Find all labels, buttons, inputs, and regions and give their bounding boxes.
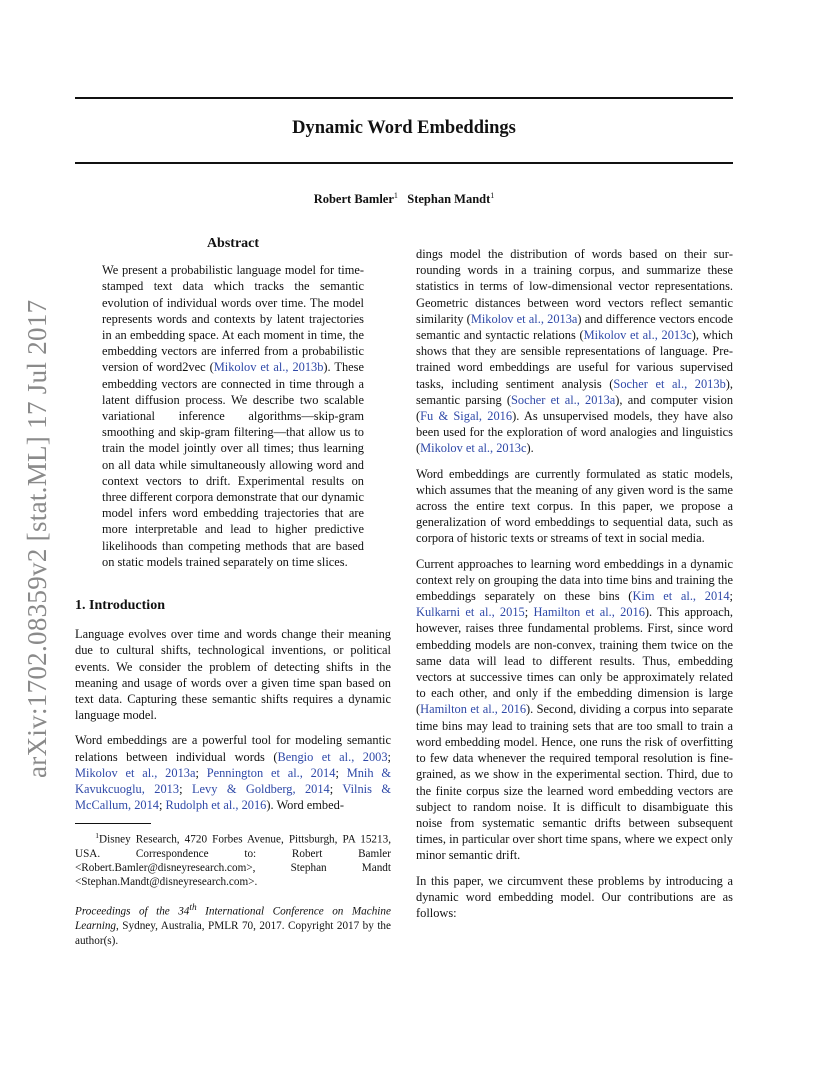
citation-link[interactable]: Kim et al., 2014 <box>632 589 730 604</box>
citation-link[interactable]: Mikolov et al., 2013a <box>75 765 196 780</box>
paragraph-text: dings model the distribution of words based on their surrounding words in a training corpus, and summarize these statistics in terms of low-dimensional vector representations. Geometric distances between word vectors reflect semantic similarity ( <box>416 247 733 326</box>
footnote-text: Disney Research, 4720 Forbes Avenue, Pittsburgh, PA 15213, USA. Correspondence to: Robert Bamler <Robert.Bamler@disneyresearch.com>, Stephan Mandt <Stephan.Mandt@disneyresearch.com>. <box>75 833 391 889</box>
citation-separator: ; <box>179 782 192 797</box>
left-column <box>75 236 391 948</box>
section-heading: 1. Introduction <box>75 598 165 614</box>
footnote <box>75 829 391 890</box>
citation-separator: ; <box>729 589 733 604</box>
citation-link[interactable]: Mikolov et al., 2013b <box>213 360 324 375</box>
abstract-heading: Abstract <box>206 236 260 251</box>
citation-link[interactable]: Mnih & Kavukcuoglu, 2013 <box>75 765 391 797</box>
citation-link[interactable]: Socher et al., 2013a <box>511 392 616 407</box>
body-paragraph: In this paper, we circumvent these problems by introducing a dynamic word embedding model. Our contributions are as follows: <box>416 873 733 920</box>
author-line <box>75 191 733 207</box>
title-top-rule <box>75 97 733 99</box>
footnote-rule <box>75 823 151 824</box>
citation-link[interactable]: Mikolov et al., 2013a <box>470 311 578 326</box>
paragraph-text: ). <box>526 441 534 456</box>
citation-link[interactable]: Fu & Sigal, 2016 <box>420 409 513 424</box>
proceedings-superscript: th <box>189 903 197 914</box>
paragraph-text: ), semantic parsing ( <box>416 376 733 407</box>
proceedings-venue: International Conference on Machine Learning <box>75 906 391 933</box>
paragraph-text: ). This approach, however, raises three fundamental problems. First, since word embedding models are non-convex, training them twice on the same data will lead to different results. Thus, embedding vectors at successive times can only be approximately related to each other, and only if the embedding dimension is large ( <box>416 605 733 717</box>
paragraph-text: Current approaches to learning word embeddings in a dynamic context rely on grouping the data into time bins and training the embeddings separately on these bins ( <box>416 556 733 604</box>
citation-separator: ; <box>387 749 391 764</box>
body-paragraph: Word embeddings are currently formulated as static models, which assumes that the meaning of any given word is the same across the entire text corpus. In this paper, we propose a generalization of word embeddings to sequential data, such as corpora of historic texts or streams of text in social media. <box>416 466 733 546</box>
abstract-text: We present a probabilistic language model for time-stamped text data which tracks the semantic evolution of individual words over time. The model represents words and contexts by latent trajectories in an embedding space. At each moment in time, the embedding vectors are inferred from a probabilistic version of word2vec ( <box>102 263 364 375</box>
paragraph-text: ) and difference vectors encode semantic and syntactic relations ( <box>416 311 734 343</box>
citation-link[interactable]: Levy & Goldberg, 2014 <box>191 782 330 797</box>
paragraph-text: ). Second, dividing a corpus into separate time bins may lead to training sets that are too small to train a word embedding model. Hence, one runs the risk of overfitting to few data whenever the required temporal resolution is fine-grained, as we show in the experimental section. Third, due to the finite corpus size the learned word embedding vectors are subject to random noise. It is difficult to disambiguate this noise from systematic semantic drifts between subsequent times, in particular over short time spans, where we expect only minor semantic drift. <box>416 702 733 863</box>
citation-separator: ; <box>329 782 343 797</box>
citation-link[interactable]: Hamilton et al., 2016 <box>533 605 645 620</box>
paper-title: Dynamic Word Embeddings <box>292 118 516 138</box>
citation-link[interactable]: Socher et al., 2013b <box>613 376 726 391</box>
citation-link[interactable]: Bengio et al., 2003 <box>277 749 388 764</box>
citation-link[interactable]: Mikolov et al., 2013c <box>420 441 527 456</box>
author-name: Stephan Mandt <box>407 192 491 207</box>
citation-separator: ; <box>524 605 534 620</box>
citation-link[interactable]: Hamilton et al., 2016 <box>420 702 527 717</box>
citation-separator: ; <box>195 765 207 780</box>
citation-link[interactable]: Vilnis & McCallum, 2014 <box>75 782 391 813</box>
abstract-text: ). These embedding vectors are connected in time through a latent diffusion process. We describe two scalable variational inference algorithms—skip-gram smoothing and skip-gram filtering—that allow us to train the model jointly over all times; thus learning on all data while simultaneously allowing word and context vectors to drift. Experimental results on three different corpora demonstrate that our dynamic model infers word embedding trajectories that are more interpretable and lead to higher predictive likelihoods than competing methods that are based on static models trained separately on time slices. <box>102 360 364 569</box>
abstract-body <box>102 262 364 570</box>
citation-link[interactable]: Rudolph et al., 2016 <box>165 798 267 813</box>
citation-link[interactable]: Kulkarni et al., 2015 <box>416 605 525 620</box>
proceedings-note <box>75 901 391 948</box>
author-name: Robert Bamler <box>313 192 394 207</box>
proceedings-venue: Proceedings of the 34 <box>75 906 190 919</box>
affiliation-mark: 1 <box>393 191 398 200</box>
paragraph-text: ), which shows that they are sensible representations of language. Pre-trained word embeddings are useful for various supervised tasks, including sentiment analysis ( <box>416 328 733 391</box>
right-column <box>416 246 733 930</box>
proceedings-text: , Sydney, Australia, PMLR 70, 2017. Copyright 2017 by the author(s). <box>75 920 391 947</box>
body-paragraph <box>416 556 733 864</box>
title-bottom-rule <box>75 162 733 164</box>
arxiv-stamp: arXiv:1702.08359v2 [stat.ML] 17 Jul 2017 <box>22 299 52 778</box>
paragraph-text: ). Word embed- <box>266 798 344 813</box>
paragraph-text: ). As unsupervised models, they have also been used for the exploration of word analogies and linguistics ( <box>416 409 733 456</box>
citation-link[interactable]: Pennington et al., 2014 <box>206 765 336 780</box>
body-paragraph <box>416 246 733 457</box>
citation-separator: ; <box>335 765 347 780</box>
intro-paragraph: Language evolves over time and words change their meaning due to cultural shifts, technological inventions, or political events. We consider the problem of detecting shifts in the meaning and usage of words over a given time span based on text data. Capturing these semantic shifts requires a dynamic language model. <box>75 627 391 723</box>
intro-paragraph <box>75 732 391 813</box>
footnote-mark: 1 <box>95 830 100 840</box>
paragraph-text: Word embeddings are a powerful tool for modeling semantic relations between individual words ( <box>75 733 391 764</box>
paragraph-text: ), and computer vision ( <box>416 392 734 424</box>
affiliation-mark: 1 <box>490 191 495 200</box>
citation-separator: ; <box>158 798 166 813</box>
citation-link[interactable]: Mikolov et al., 2013c <box>583 328 692 343</box>
